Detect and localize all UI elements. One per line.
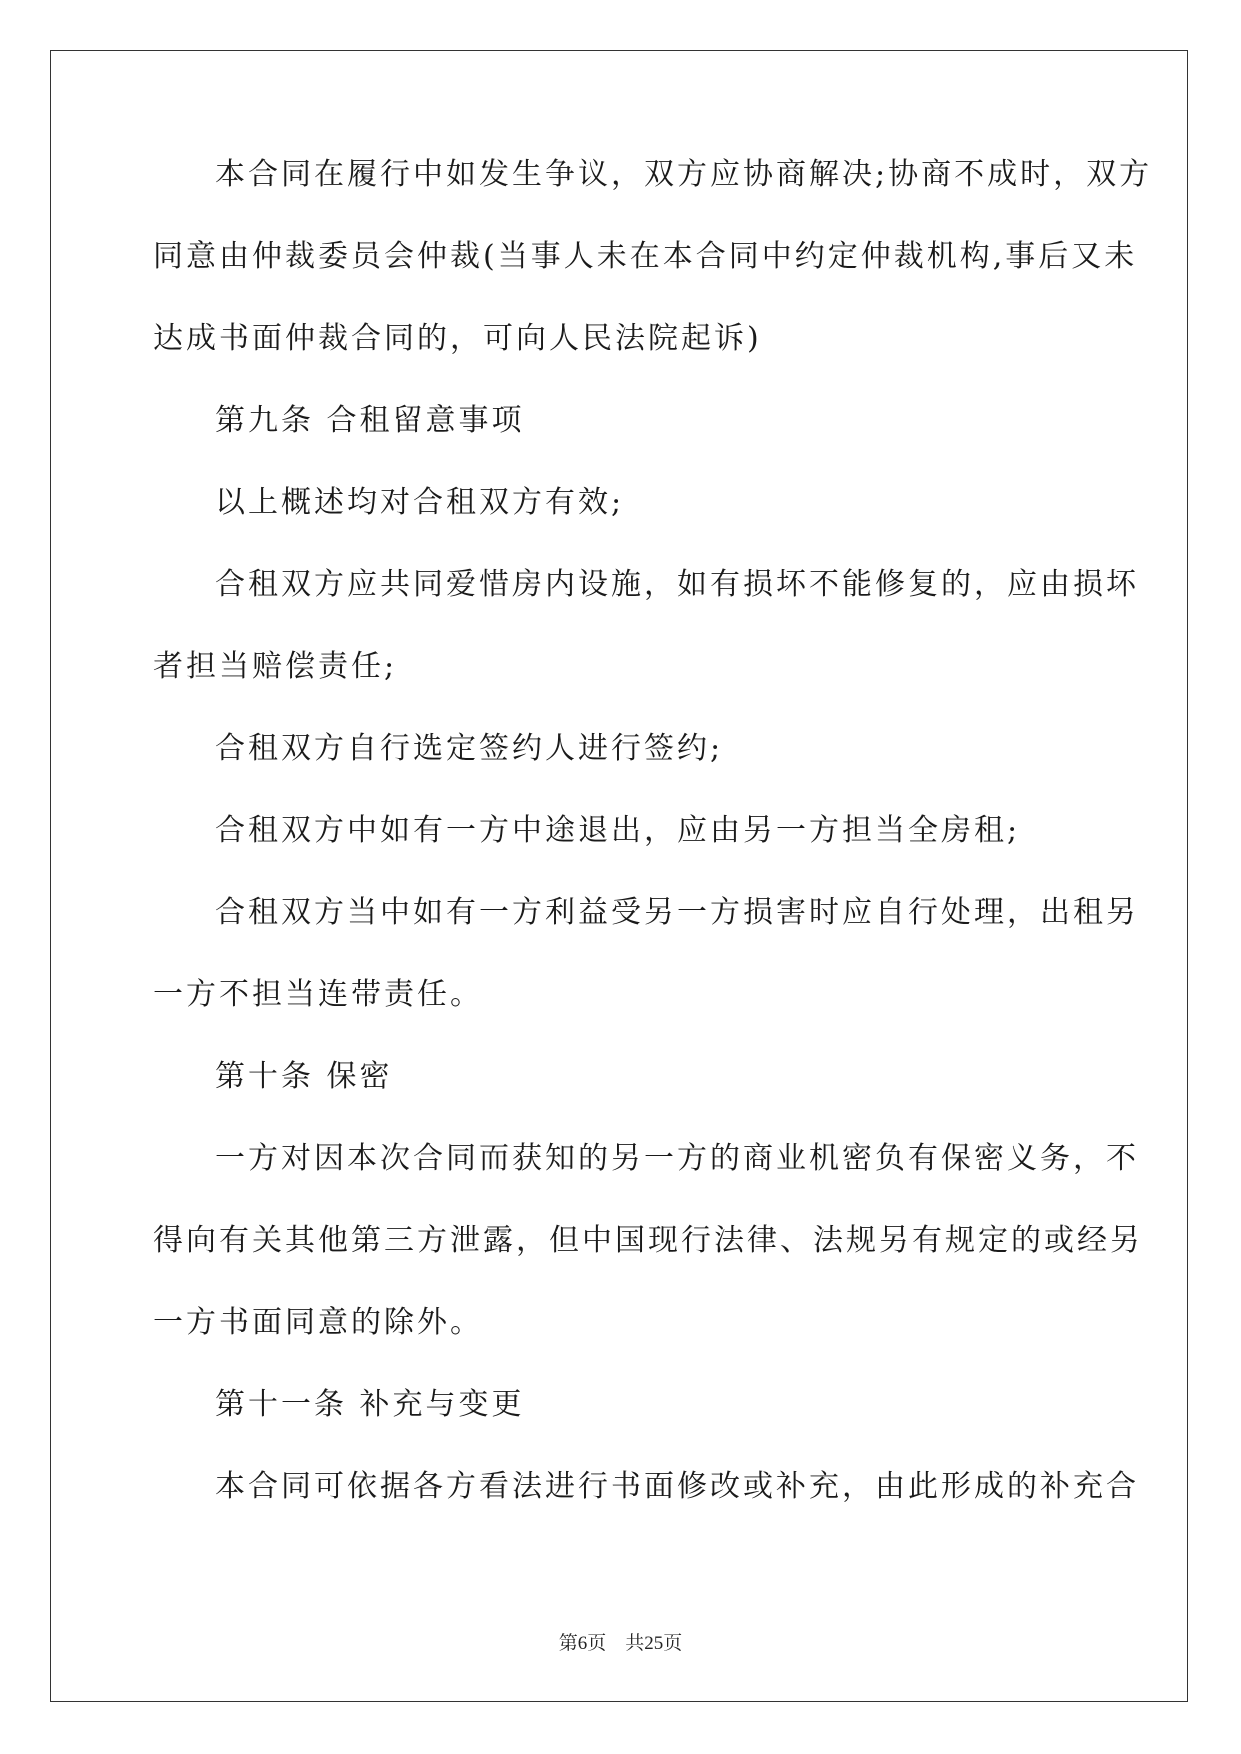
paragraph-line: 本合同可依据各方看法进行书面修改或补充，由此形成的补充合 — [215, 1469, 1139, 1504]
paragraph-line: 以上概述均对合租双方有效; — [215, 485, 625, 520]
paragraph-line: 者担当赔偿责任; — [153, 649, 398, 684]
paragraph-line: 合租双方自行选定签约人进行签约; — [215, 731, 724, 766]
paragraph-line: 合租双方应共同爱惜房内设施，如有损坏不能修复的，应由损坏 — [215, 567, 1139, 602]
paragraph-line: 一方书面同意的除外。 — [153, 1305, 483, 1340]
paragraph-line: 合租双方当中如有一方利益受另一方损害时应自行处理，出租另 — [215, 895, 1139, 930]
paragraph-line: 本合同在履行中如发生争议，双方应协商解决;协商不成时，双方 — [215, 157, 1153, 192]
section-heading: 第十一条 补充与变更 — [215, 1387, 525, 1422]
document-body — [153, 157, 1153, 1554]
section-heading: 第九条 合租留意事项 — [215, 403, 525, 438]
paragraph-line: 达成书面仲裁合同的，可向人民法院起诉) — [153, 321, 762, 356]
paragraph-line: 一方不担当连带责任。 — [153, 977, 483, 1012]
paragraph-line: 一方对因本次合同而获知的另一方的商业机密负有保密义务，不 — [215, 1141, 1139, 1176]
page-number: 第6页 — [558, 1633, 607, 1654]
paragraph-line: 同意由仲裁委员会仲裁(当事人未在本合同中约定仲裁机构,事后又未 — [153, 239, 1138, 274]
page-total: 共25页 — [625, 1633, 683, 1654]
paragraph-line: 合租双方中如有一方中途退出，应由另一方担当全房租; — [215, 813, 1021, 848]
section-heading: 第十条 保密 — [215, 1059, 393, 1094]
page-footer — [0, 1628, 1241, 1655]
paragraph-line: 得向有关其他第三方泄露，但中国现行法律、法规另有规定的或经另 — [153, 1223, 1143, 1258]
